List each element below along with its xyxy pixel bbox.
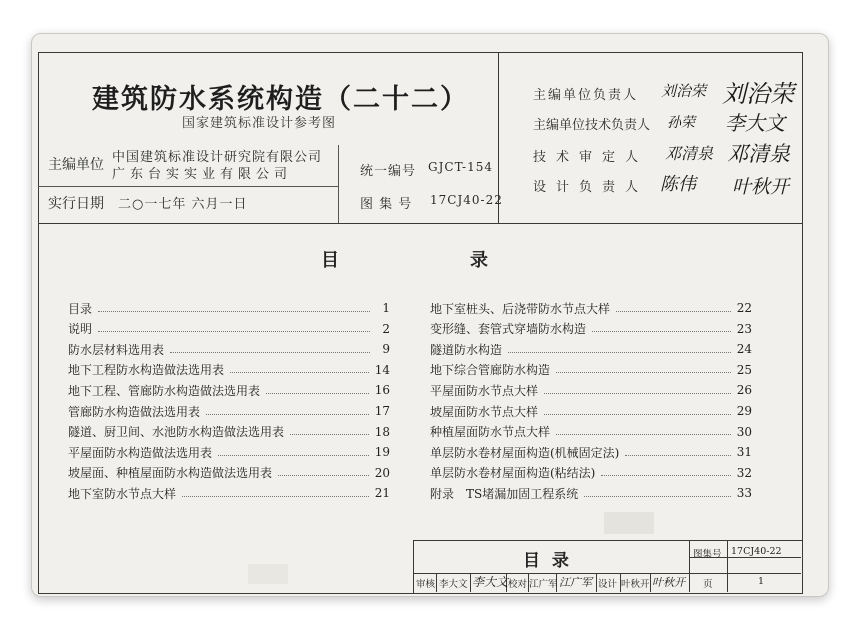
toc-heading-left: 目	[321, 250, 341, 271]
toc-row	[68, 463, 390, 483]
designer-signature: 叶秋开	[652, 576, 685, 589]
toc-leader-dots	[616, 311, 731, 312]
toc-entry-title: 平屋面防水节点大样	[430, 383, 539, 398]
page-label: 页	[703, 579, 713, 590]
toc-leader-dots	[278, 475, 369, 476]
bleed-through-mark	[248, 564, 288, 584]
design-label: 设计	[598, 579, 618, 590]
atlas-number: 17CJ40-22	[430, 193, 503, 207]
approval-signature: 陈伟	[660, 174, 696, 195]
reviewer-name: 李大文	[439, 579, 468, 590]
toc-row	[68, 298, 390, 318]
title-block-divider	[689, 540, 690, 592]
toc-entry-title: 变形缝、套管式穿墙防水构造	[430, 322, 587, 337]
toc-entry-page: 31	[736, 445, 752, 460]
toc-row	[430, 298, 752, 318]
title-block-title: 目 录	[523, 551, 572, 571]
toc-row	[68, 360, 390, 380]
approval-signature: 刘治荣	[722, 80, 794, 108]
toc-entry-page: 16	[374, 383, 390, 398]
toc-row	[430, 442, 752, 462]
toc-entry-page: 29	[736, 404, 752, 418]
toc-entry-page: 25	[736, 362, 752, 377]
page-value: 1	[758, 576, 765, 587]
toc-entry-page: 21	[374, 486, 390, 501]
toc-row	[68, 380, 390, 400]
toc-leader-dots	[625, 455, 730, 456]
designer-name: 叶秋开	[621, 579, 650, 590]
proofer-signature: 江广军	[559, 576, 592, 589]
toc-entry-title: 坡屋面防水节点大样	[430, 404, 539, 419]
toc-leader-dots	[98, 331, 370, 332]
toc-leader-dots	[170, 352, 370, 353]
toc-leader-dots	[592, 331, 731, 332]
toc-entry-title: 平屋面防水构造做法选用表	[68, 445, 213, 460]
header-bottom-rule	[38, 223, 803, 224]
title-block-cell-divider	[650, 573, 651, 592]
toc-entry-title: 地下工程防水构造做法选用表	[68, 363, 225, 378]
toc-leader-dots	[290, 434, 369, 435]
toc-entry-page: 18	[374, 424, 390, 439]
approval-signature: 李大文	[725, 111, 785, 135]
toc-entry-title: 地下综合管廊防水构造	[430, 363, 551, 378]
toc-entry-page: 33	[736, 486, 752, 501]
toc-entry-title: 说明	[68, 322, 93, 337]
toc-entry-title: 种植屋面防水节点大样	[430, 425, 551, 440]
toc-entry-page: 23	[736, 321, 752, 336]
toc-row	[68, 319, 390, 339]
title-block-atlas-value: 17CJ40-22	[731, 546, 782, 557]
toc-row	[68, 401, 390, 421]
toc-entry-page: 9	[382, 342, 390, 357]
toc-leader-dots	[230, 372, 369, 373]
toc-entry-title: 目录	[68, 301, 93, 316]
toc-entry-page: 14	[374, 362, 390, 377]
toc-leader-dots	[544, 393, 731, 394]
toc-leader-dots	[266, 393, 369, 394]
proof-label: 校对	[508, 579, 528, 590]
toc-entry-title: 防水层材料选用表	[68, 342, 165, 357]
toc-entry-page: 22	[736, 301, 752, 315]
toc-entry-page: 20	[374, 465, 390, 480]
toc-row	[430, 380, 752, 400]
toc-entry-page: 32	[736, 465, 752, 480]
approval-role: 主编单位技术负责人	[533, 118, 651, 133]
toc-leader-dots	[544, 414, 731, 415]
toc-entry-page: 2	[382, 321, 390, 336]
toc-row	[430, 339, 752, 359]
approval-role: 设计负责人	[533, 180, 649, 195]
toc-leader-dots	[98, 311, 370, 312]
toc-entry-title: 管廊防水构造做法选用表	[68, 404, 201, 419]
toc-entry-page: 26	[736, 383, 752, 398]
title-block-cell-divider	[596, 573, 597, 592]
unified-number: GJCT-154	[428, 160, 493, 174]
toc-entry-title: 隧道、厨卫间、水池防水构造做法选用表	[68, 425, 285, 440]
review-label: 审核	[416, 579, 436, 590]
toc-entry-page: 30	[736, 424, 752, 439]
toc-entry-title: 地下室防水节点大样	[68, 486, 177, 501]
toc-entry-page: 19	[374, 445, 390, 460]
page-title: 建筑防水系统构造（二十二）	[92, 84, 469, 115]
editor-unit-2: 广东台实实业有限公司	[112, 167, 293, 182]
toc-row	[430, 360, 752, 380]
toc-leader-dots	[508, 352, 731, 353]
toc-row	[68, 483, 390, 503]
toc-leader-dots	[584, 496, 730, 497]
toc-entry-title: 单层防水卷材屋面构造(机械固定法)	[430, 445, 620, 460]
title-block-divider	[727, 540, 728, 592]
bleed-through-mark	[604, 512, 654, 534]
effective-date: 二○一七年 六月一日	[118, 197, 248, 212]
toc-row	[68, 442, 390, 462]
toc-leader-dots	[601, 475, 730, 476]
toc-entry-page: 17	[374, 404, 390, 418]
reviewer-signature: 李大文	[472, 575, 509, 589]
page-subtitle: 国家建筑标准设计参考图	[182, 116, 337, 131]
approval-role: 技术审定人	[533, 150, 649, 165]
toc-entry-title: 坡屋面、种植屋面防水构造做法选用表	[68, 466, 273, 481]
toc-leader-dots	[556, 372, 731, 373]
toc-row	[430, 463, 752, 483]
approval-signature: 邓清泉	[665, 144, 714, 163]
toc-row	[68, 339, 390, 359]
toc-leader-dots	[556, 434, 731, 435]
toc-entry-title: 地下工程、管廊防水构造做法选用表	[68, 383, 261, 398]
toc-row	[430, 483, 752, 503]
editor-unit-1: 中国建筑标准设计研究院有限公司	[112, 150, 323, 165]
header-inner-divider	[338, 145, 339, 223]
editor-unit-label: 主编单位	[48, 157, 104, 173]
toc-row	[430, 422, 752, 442]
toc-entry-page: 1	[382, 301, 390, 315]
header-row-rule	[38, 186, 338, 187]
toc-entry-page: 24	[736, 342, 752, 357]
toc-leader-dots	[218, 455, 369, 456]
toc-entry-title: 单层防水卷材屋面构造(粘结法)	[430, 466, 596, 481]
toc-row	[430, 319, 752, 339]
atlas-number-label: 图 集 号	[360, 197, 413, 212]
effective-date-label: 实行日期	[48, 196, 104, 212]
toc-leader-dots	[182, 496, 369, 497]
approval-signature: 叶秋开	[732, 176, 790, 198]
toc-row	[430, 401, 752, 421]
proofer-name: 江广军	[529, 579, 558, 590]
toc-entry-title: 隧道防水构造	[430, 342, 503, 357]
title-block-cell-divider	[436, 573, 437, 592]
approval-signature: 邓清泉	[727, 142, 790, 166]
toc-heading-right: 录	[470, 250, 488, 271]
approval-signature: 孙荣	[667, 115, 695, 131]
toc-entry-title: 地下室桩头、后浇带防水节点大样	[430, 301, 611, 316]
toc-entry-title: 附录 TS堵漏加固工程系统	[430, 486, 579, 501]
approval-signature: 刘治荣	[661, 82, 707, 100]
toc-leader-dots	[206, 414, 369, 415]
unified-number-label: 统一编号	[360, 164, 417, 179]
title-block-atlas-label: 图集号	[693, 549, 722, 560]
title-block-cell-divider	[470, 573, 471, 592]
toc-row	[68, 422, 390, 442]
approval-role: 主编单位负责人	[533, 88, 639, 103]
